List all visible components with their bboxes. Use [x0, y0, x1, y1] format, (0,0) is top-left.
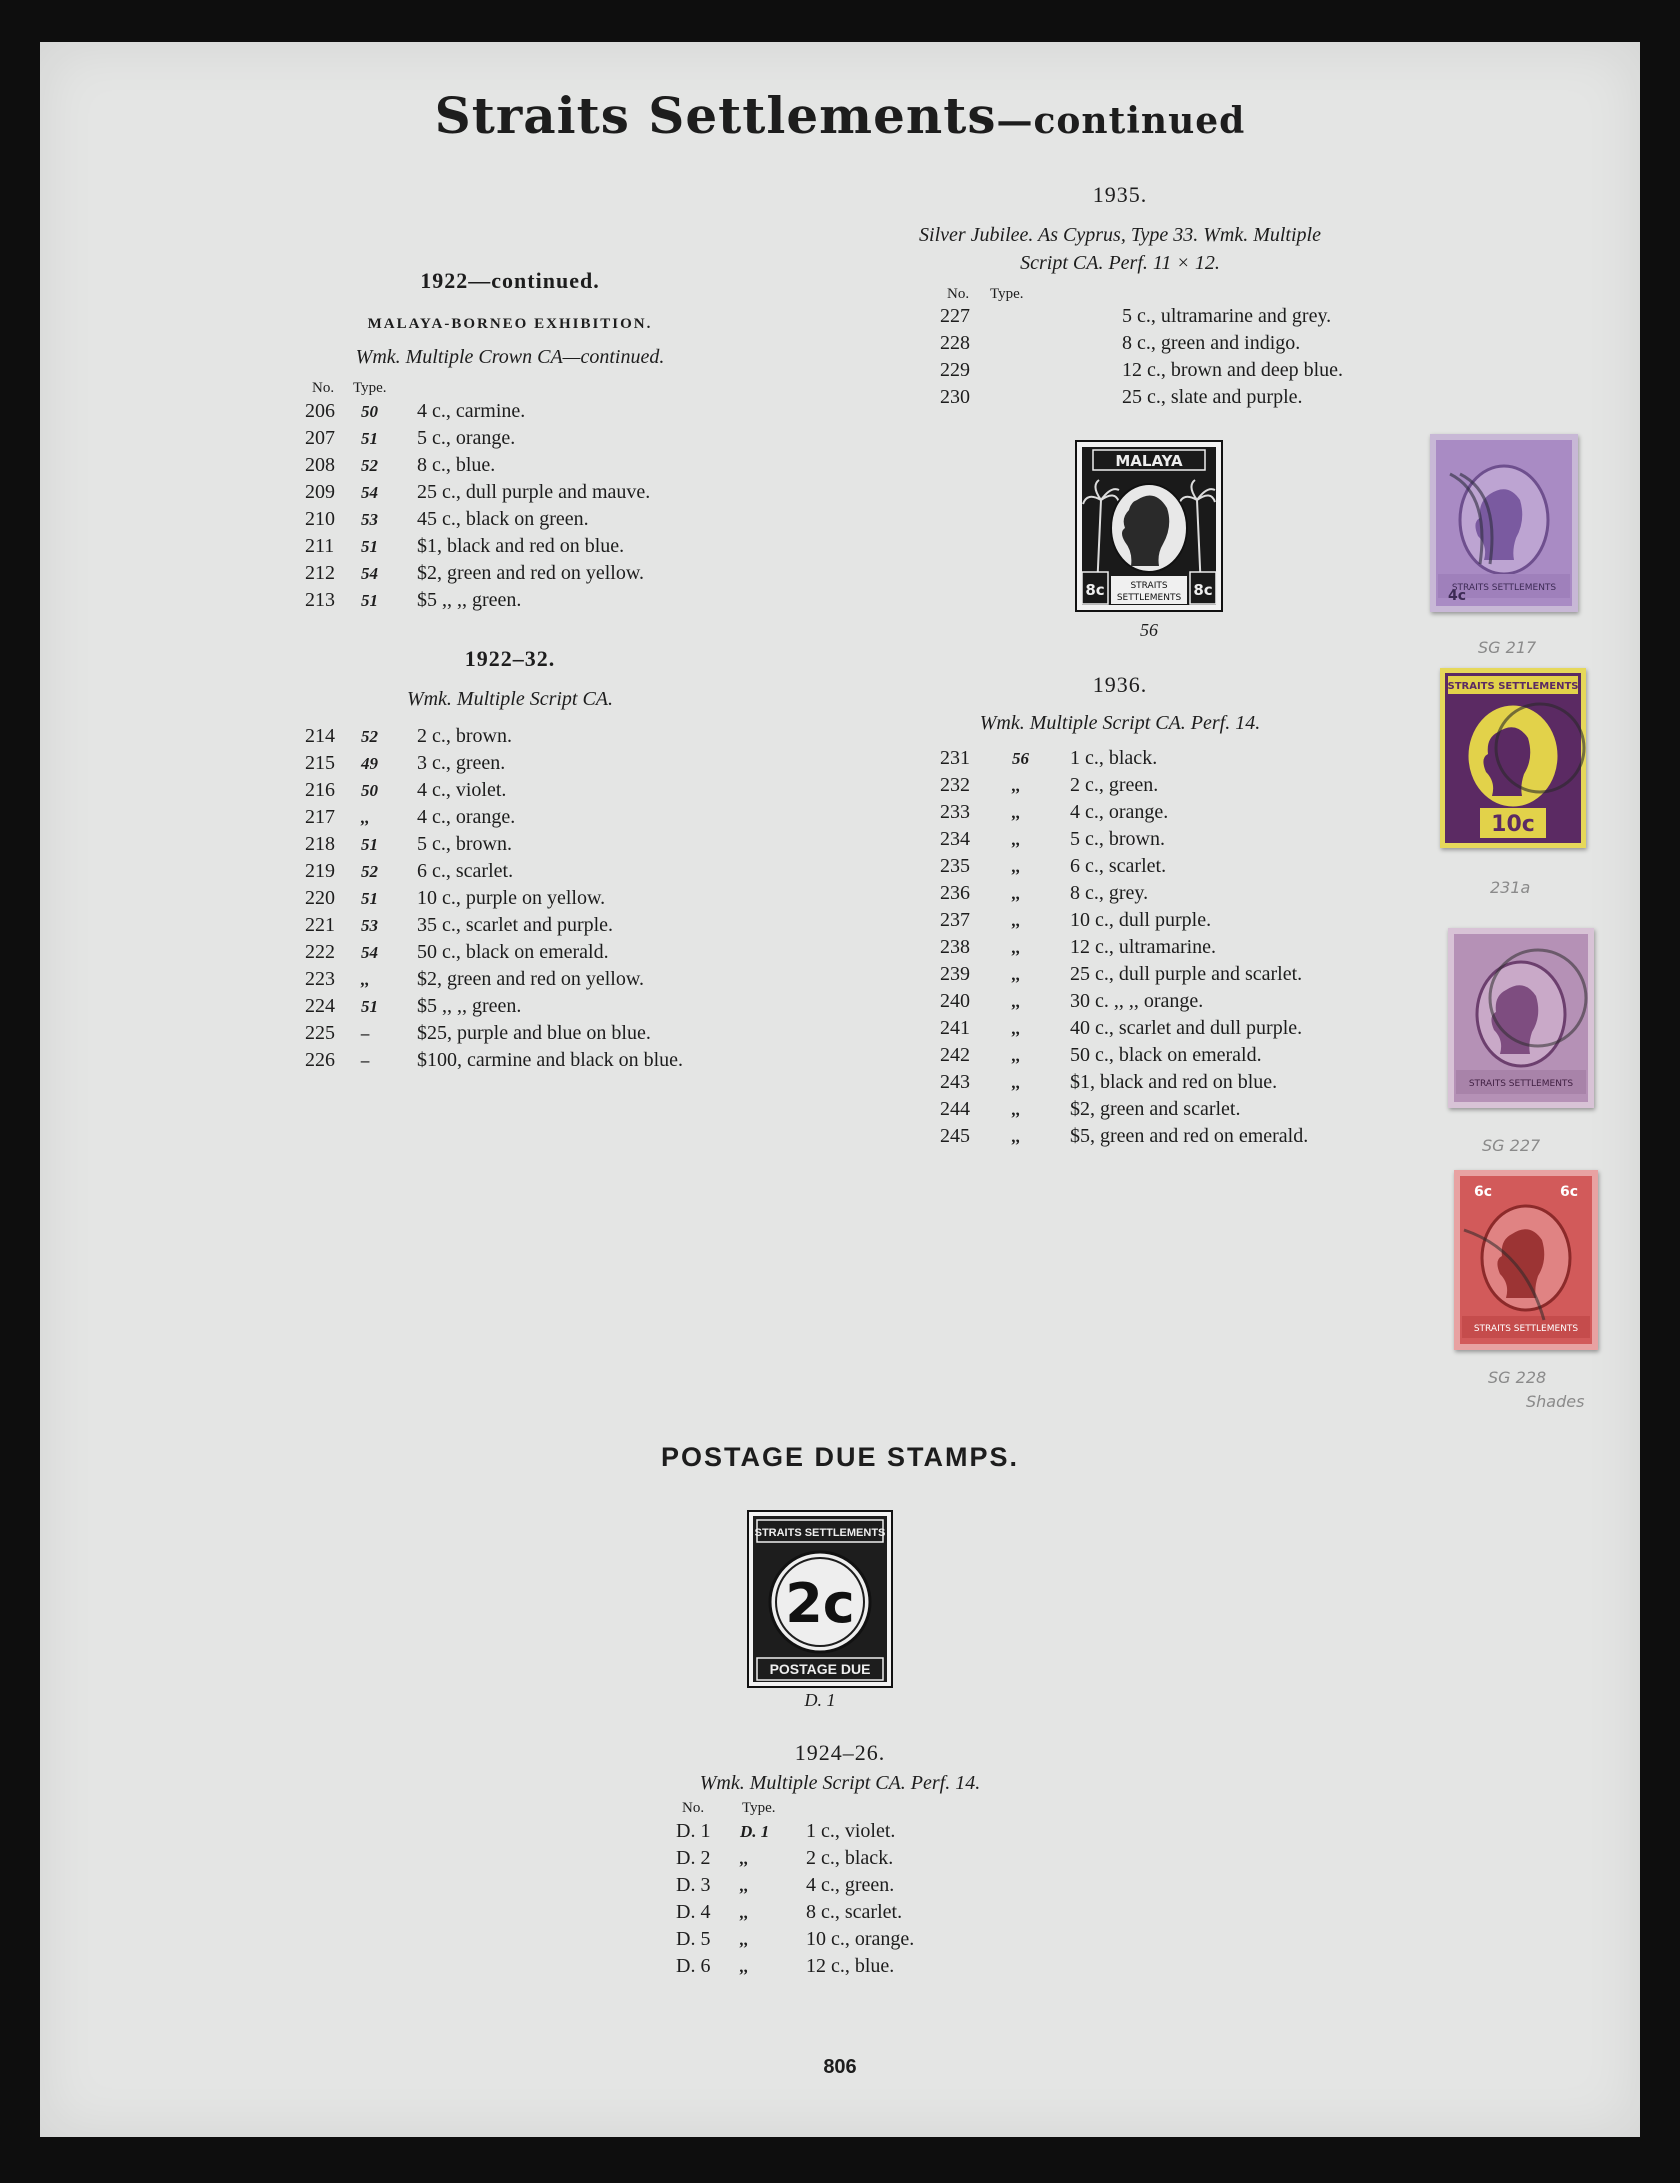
item-description: 3 c., green.: [417, 752, 506, 774]
item-number: 220: [305, 887, 335, 909]
list-item: [305, 993, 683, 1020]
item-number: 231: [940, 747, 970, 769]
item-description: 30 c. ,, ,, orange.: [1070, 990, 1204, 1012]
item-description: 8 c., green and indigo.: [1122, 332, 1301, 354]
item-type: [1012, 303, 1122, 330]
item-number: 245: [940, 1125, 970, 1147]
list-item: [305, 858, 683, 885]
list-item: [305, 750, 683, 777]
item-type: 49: [361, 753, 378, 773]
stamp56-bottom1: STRAITS: [1130, 581, 1168, 591]
list-item: [940, 303, 1343, 330]
item-number: 213: [305, 589, 335, 611]
item-description: $2, green and scarlet.: [1070, 1098, 1241, 1120]
item-number: 233: [940, 801, 970, 823]
item-description: $5 ,, ,, green.: [417, 995, 522, 1017]
list-item: [676, 1926, 914, 1953]
item-type: ,,: [1012, 964, 1021, 984]
right-col-header-type: Type.: [990, 286, 1024, 302]
page-title: [40, 86, 1640, 145]
right-col-header-no: No.: [947, 286, 970, 302]
list-item: [305, 912, 683, 939]
item-type: –: [361, 1050, 370, 1070]
item-description: 25 c., dull purple and mauve.: [417, 481, 651, 503]
item-description: 5 c., brown.: [1070, 828, 1165, 850]
item-type: ,,: [1012, 1126, 1021, 1146]
item-number: 217: [305, 806, 335, 828]
item-description: $25, purple and blue on blue.: [417, 1022, 651, 1044]
list-item: [305, 966, 683, 993]
mounted3-note: SG 227: [1482, 1136, 1541, 1155]
list-item: [305, 1020, 683, 1047]
pd-col-header-no: No.: [682, 1800, 705, 1816]
item-type: [1012, 384, 1122, 411]
item-type: 54: [361, 563, 378, 583]
item-type: ,,: [740, 1956, 749, 1976]
item-type: ,,: [361, 969, 370, 989]
left-section2-year: 1922–32.: [464, 646, 556, 671]
item-number: 229: [940, 359, 970, 381]
list-item: [940, 1015, 1308, 1042]
item-description: 35 c., scarlet and purple.: [417, 914, 614, 936]
item-type: 53: [361, 915, 378, 935]
list-item: [940, 961, 1308, 988]
list-item: [305, 425, 650, 452]
item-number: 212: [305, 562, 335, 584]
item-number: 226: [305, 1049, 335, 1071]
stamp56-value-right: 8c: [1193, 581, 1213, 599]
item-number: 234: [940, 828, 970, 850]
item-number: D. 1: [676, 1820, 711, 1842]
pd-stamp-value: 2c: [785, 1572, 855, 1635]
item-number: 235: [940, 855, 970, 877]
mounted1-value: 4c: [1448, 588, 1467, 604]
item-number: 239: [940, 963, 970, 985]
item-description: 4 c., green.: [806, 1874, 895, 1896]
item-number: 232: [940, 774, 970, 796]
item-description: $5 ,, ,, green.: [417, 589, 522, 611]
pd-stamp-bottom: POSTAGE DUE: [769, 1661, 871, 1677]
mounted3-label: STRAITS SETTLEMENTS: [1468, 1079, 1574, 1089]
mounted2-note: 231a: [1490, 878, 1531, 897]
item-number: 230: [940, 386, 970, 408]
item-type: 54: [361, 942, 378, 962]
item-description: 4 c., orange.: [1070, 801, 1169, 823]
list-item: [940, 1069, 1308, 1096]
item-number: 244: [940, 1098, 970, 1120]
item-number: D. 3: [676, 1874, 711, 1896]
mounted4-value-right: 6c: [1560, 1184, 1579, 1200]
item-type: ,,: [1012, 802, 1021, 822]
item-type: D. 1: [740, 1821, 770, 1841]
list-item: [940, 907, 1308, 934]
item-number: 236: [940, 882, 970, 904]
item-number: 223: [305, 968, 335, 990]
list-item: [305, 885, 683, 912]
stamp-type-56-illustration: [1075, 440, 1223, 612]
item-description: 12 c., ultramarine.: [1070, 936, 1217, 958]
item-description: 4 c., carmine.: [417, 400, 526, 422]
item-description: 12 c., blue.: [806, 1955, 895, 1977]
right-section1-list: [940, 303, 1343, 411]
item-description: $5, green and red on emerald.: [1070, 1125, 1309, 1147]
item-type: 51: [361, 590, 378, 610]
item-description: 12 c., brown and deep blue.: [1122, 359, 1344, 381]
item-number: 222: [305, 941, 335, 963]
right-section1-line1: Silver Jubilee. As Cyprus, Type 33. Wmk. Multiple: [919, 224, 1321, 246]
list-item: [305, 479, 650, 506]
list-item: [940, 330, 1343, 357]
item-number: 243: [940, 1071, 970, 1093]
item-description: 8 c., blue.: [417, 454, 496, 476]
list-item: [305, 533, 650, 560]
item-type: 51: [361, 536, 378, 556]
item-description: $1, black and red on blue.: [417, 535, 625, 557]
list-item: [940, 1096, 1308, 1123]
item-number: 225: [305, 1022, 335, 1044]
item-description: $1, black and red on blue.: [1070, 1071, 1278, 1093]
item-type: ,,: [1012, 910, 1021, 930]
item-description: 5 c., orange.: [417, 427, 516, 449]
pd-stamp-caption: D. 1: [804, 1690, 836, 1710]
item-number: 207: [305, 427, 335, 449]
left-section1-watermark: Wmk. Multiple Crown CA—continued.: [355, 346, 665, 368]
item-type: [1012, 330, 1122, 357]
item-number: D. 6: [676, 1955, 711, 1977]
mounted1-label: STRAITS SETTLEMENTS: [1451, 583, 1557, 593]
item-type: ,,: [361, 807, 370, 827]
mounted-stamp-6c-scarlet: [1454, 1170, 1598, 1350]
item-type: –: [361, 1023, 370, 1043]
item-type: ,,: [1012, 1072, 1021, 1092]
stamp56-value-left: 8c: [1085, 581, 1105, 599]
mounted-stamp-10c-yellow: [1440, 668, 1586, 848]
item-type: ,,: [1012, 937, 1021, 957]
item-type: 52: [361, 726, 378, 746]
item-description: 6 c., scarlet.: [417, 860, 514, 882]
item-type: 50: [361, 780, 378, 800]
exhibition-heading: MALAYA-BORNEO EXHIBITION.: [367, 316, 653, 332]
title-main: Straits Settlements: [434, 86, 997, 145]
list-item: [676, 1845, 914, 1872]
left-col-header-no: No.: [312, 380, 335, 396]
mounted1-note: SG 217: [1478, 638, 1537, 657]
item-number: 227: [940, 305, 970, 327]
list-item: [305, 506, 650, 533]
item-number: 215: [305, 752, 335, 774]
list-item: [940, 745, 1308, 772]
item-type: 53: [361, 509, 378, 529]
item-number: 218: [305, 833, 335, 855]
item-description: 2 c., brown.: [417, 725, 512, 747]
postage-due-heading: POSTAGE DUE STAMPS.: [660, 1442, 1020, 1472]
list-item: [940, 772, 1308, 799]
item-type: ,,: [1012, 856, 1021, 876]
item-number: 242: [940, 1044, 970, 1066]
left-section2-watermark: Wmk. Multiple Script CA.: [406, 688, 614, 710]
item-type: 52: [361, 455, 378, 475]
item-number: D. 2: [676, 1847, 711, 1869]
item-type: ,,: [1012, 1045, 1021, 1065]
list-item: [940, 934, 1308, 961]
item-type: ,,: [740, 1902, 749, 1922]
item-type: ,,: [1012, 829, 1021, 849]
list-item: [940, 988, 1308, 1015]
list-item: [305, 939, 683, 966]
list-item: [305, 723, 683, 750]
left-section2-list: [305, 723, 683, 1074]
list-item: [940, 880, 1308, 907]
stamp56-bottom2: SETTLEMENTS: [1116, 593, 1182, 603]
item-type: 50: [361, 401, 378, 421]
item-type: 51: [361, 834, 378, 854]
item-type: [1012, 357, 1122, 384]
item-description: 25 c., slate and purple.: [1122, 386, 1303, 408]
item-type: ,,: [1012, 883, 1021, 903]
item-number: D. 4: [676, 1901, 711, 1923]
mounted4-value-left: 6c: [1474, 1184, 1493, 1200]
item-description: 25 c., dull purple and scarlet.: [1070, 963, 1303, 985]
stamp56-country: MALAYA: [1115, 452, 1183, 470]
item-description: 6 c., scarlet.: [1070, 855, 1167, 877]
list-item: [940, 799, 1308, 826]
item-type: ,,: [740, 1848, 749, 1868]
item-type: ,,: [1012, 1099, 1021, 1119]
item-description: 2 c., black.: [806, 1847, 894, 1869]
right-section2-year: 1936.: [1092, 672, 1148, 697]
pd-list: [676, 1818, 914, 1980]
right-section2-list: [940, 745, 1308, 1150]
postage-due-stamp-illustration: [747, 1510, 893, 1688]
item-number: 228: [940, 332, 970, 354]
item-description: 10 c., purple on yellow.: [417, 887, 606, 909]
item-number: D. 5: [676, 1928, 711, 1950]
right-section1-line2: Script CA. Perf. 11 × 12.: [1020, 252, 1220, 274]
item-number: 221: [305, 914, 335, 936]
item-type: ,,: [1012, 991, 1021, 1011]
item-number: 216: [305, 779, 335, 801]
list-item: [940, 853, 1308, 880]
right-section1-year: 1935.: [1092, 182, 1148, 207]
mounted4-label: STRAITS SETTLEMENTS: [1473, 1324, 1579, 1334]
item-number: 224: [305, 995, 335, 1017]
list-item: [940, 384, 1343, 411]
album-page: [40, 42, 1640, 2137]
item-type: 51: [361, 428, 378, 448]
title-continued: —continued: [996, 100, 1246, 142]
item-number: 241: [940, 1017, 970, 1039]
item-number: 214: [305, 725, 335, 747]
item-description: 10 c., orange.: [806, 1928, 915, 1950]
item-description: 2 c., green.: [1070, 774, 1159, 796]
list-item: [676, 1818, 914, 1845]
item-description: $2, green and red on yellow.: [417, 562, 644, 584]
pd-watermark: Wmk. Multiple Script CA. Perf. 14.: [699, 1772, 981, 1794]
item-description: 50 c., black on emerald.: [1070, 1044, 1262, 1066]
item-number: 208: [305, 454, 335, 476]
list-item: [940, 357, 1343, 384]
mounted-stamp-4c-violet: [1430, 434, 1578, 612]
item-description: 5 c., ultramarine and grey.: [1122, 305, 1332, 327]
item-description: 1 c., violet.: [806, 1820, 896, 1842]
item-description: 40 c., scarlet and dull purple.: [1070, 1017, 1303, 1039]
item-type: 51: [361, 888, 378, 908]
list-item: [676, 1953, 914, 1980]
list-item: [940, 826, 1308, 853]
item-description: 5 c., brown.: [417, 833, 512, 855]
list-item: [305, 1047, 683, 1074]
item-number: 237: [940, 909, 970, 931]
mounted2-value: 10c: [1491, 812, 1535, 837]
left-section1-list: [305, 398, 650, 614]
item-number: 206: [305, 400, 335, 422]
list-item: [305, 831, 683, 858]
page-number: 806: [823, 2056, 857, 2078]
item-description: 8 c., scarlet.: [806, 1901, 903, 1923]
item-description: 8 c., grey.: [1070, 882, 1149, 904]
mounted4-note1: SG 228: [1488, 1368, 1547, 1387]
item-number: 211: [305, 535, 335, 557]
item-type: ,,: [1012, 1018, 1021, 1038]
item-type: 54: [361, 482, 378, 502]
list-item: [305, 804, 683, 831]
left-col-header-type: Type.: [353, 380, 387, 396]
left-section1-year: 1922—continued.: [420, 268, 600, 293]
item-description: 10 c., dull purple.: [1070, 909, 1212, 931]
mounted4-note2: Shades: [1526, 1392, 1585, 1411]
list-item: [676, 1899, 914, 1926]
list-item: [305, 777, 683, 804]
item-number: 240: [940, 990, 970, 1012]
item-description: 45 c., black on green.: [417, 508, 589, 530]
item-number: 238: [940, 936, 970, 958]
pd-col-header-type: Type.: [742, 1800, 776, 1816]
mounted2-top: STRAITS SETTLEMENTS: [1447, 681, 1579, 692]
pd-stamp-top: STRAITS SETTLEMENTS: [754, 1527, 886, 1539]
item-type: ,,: [1012, 775, 1021, 795]
item-type: ,,: [740, 1929, 749, 1949]
list-item: [940, 1123, 1308, 1150]
list-item: [676, 1872, 914, 1899]
mounted-stamp-mauve: [1448, 928, 1594, 1108]
item-description: $100, carmine and black on blue.: [417, 1049, 684, 1071]
item-description: 1 c., black.: [1070, 747, 1158, 769]
stamp56-caption: 56: [1140, 620, 1158, 640]
list-item: [305, 398, 650, 425]
item-description: $2, green and red on yellow.: [417, 968, 644, 990]
item-description: 4 c., violet.: [417, 779, 507, 801]
right-section2-watermark: Wmk. Multiple Script CA. Perf. 14.: [979, 712, 1261, 734]
list-item: [940, 1042, 1308, 1069]
list-item: [305, 560, 650, 587]
pd-year: 1924–26.: [794, 1740, 886, 1765]
item-type: ,,: [740, 1875, 749, 1895]
item-number: 219: [305, 860, 335, 882]
item-description: 50 c., black on emerald.: [417, 941, 609, 963]
item-type: 56: [1012, 748, 1029, 768]
item-number: 210: [305, 508, 335, 530]
list-item: [305, 452, 650, 479]
item-description: 4 c., orange.: [417, 806, 516, 828]
item-type: 51: [361, 996, 378, 1016]
item-number: 209: [305, 481, 335, 503]
list-item: [305, 587, 650, 614]
item-type: 52: [361, 861, 378, 881]
